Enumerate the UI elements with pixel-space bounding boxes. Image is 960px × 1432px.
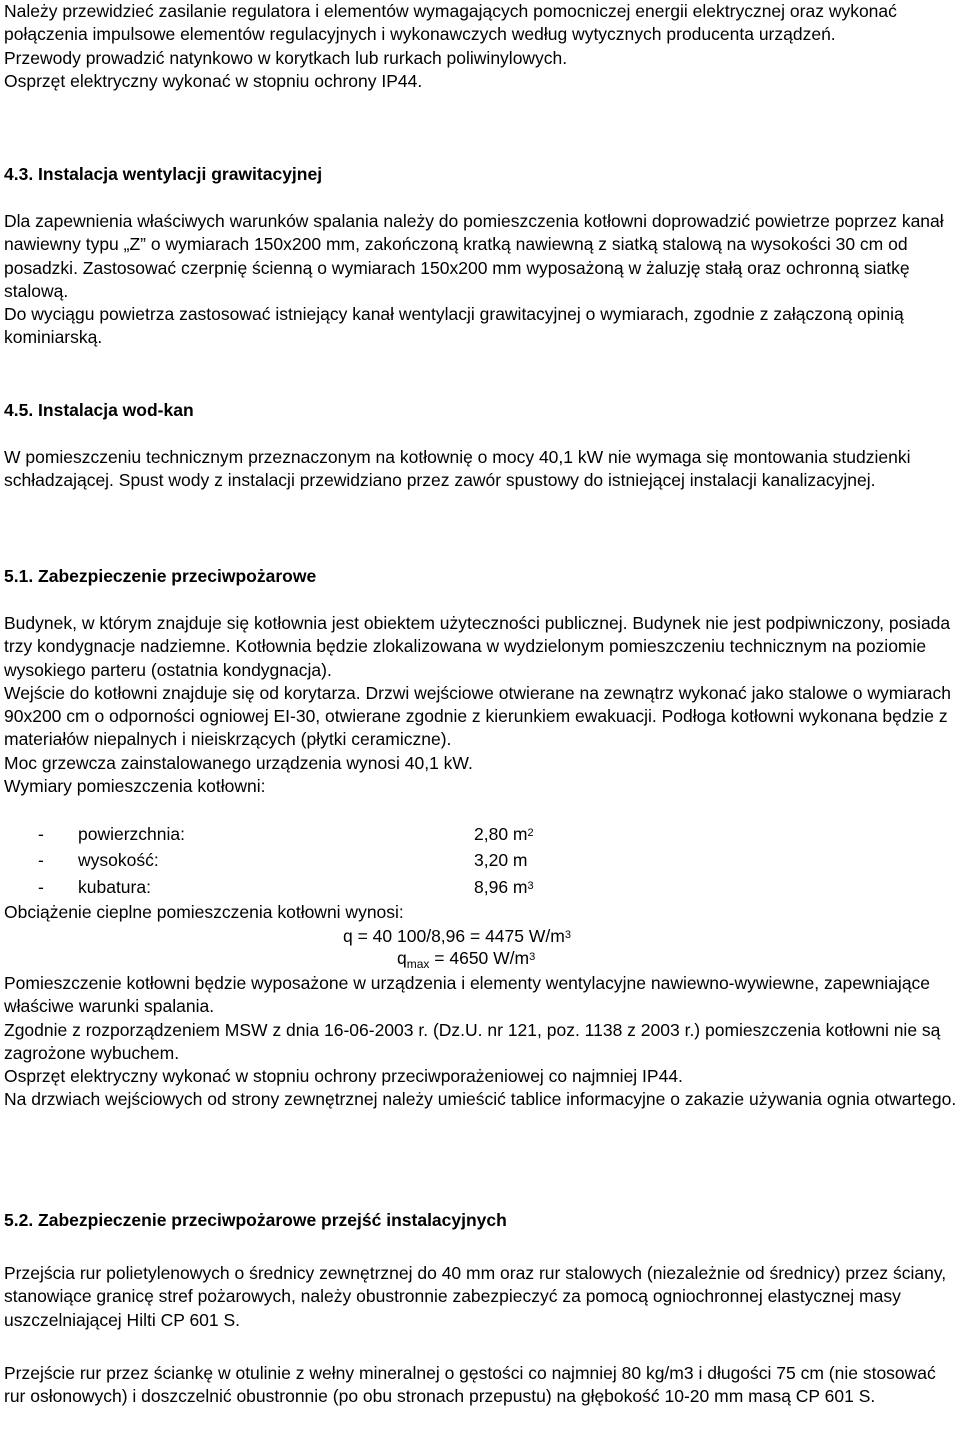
section-5-1-body-continued bbox=[4, 972, 960, 1112]
value-text: 2,80 m bbox=[474, 824, 528, 844]
value-text: 8,96 m bbox=[474, 877, 528, 897]
intro-block bbox=[4, 0, 960, 93]
equation-qmax bbox=[397, 947, 535, 972]
equation-q bbox=[343, 925, 571, 948]
dimension-row bbox=[4, 823, 604, 847]
subscript: max bbox=[406, 957, 430, 971]
body-paragraph: Zgodnie z rozporządzeniem MSW z dnia 16-06-2003 r. (Dz.U. nr 121, poz. 1138 z 2003 r.) pomieszczenia kotłowni nie są zagrożone wybuchem. bbox=[4, 1019, 941, 1063]
equation-symbol: q bbox=[397, 948, 407, 968]
intro-paragraph: Przewody prowadzić natynkowo w korytkach lub rurkach poliwinylowych. bbox=[4, 47, 568, 68]
value-text: 3,20 m bbox=[474, 850, 528, 870]
body-paragraph: Przejścia rur polietylenowych o średnicy zewnętrznej do 40 mm oraz rur stalowych (niezależnie od średnicy) przez ściany, stanowiące granicę stref pożarowych, należy obustronnie zabezpieczyć za pomocą ogniochronnej elastycznej masy uszczelniającej Hilti CP 601 S. bbox=[4, 1263, 947, 1330]
body-paragraph: W pomieszczeniu technicznym przeznaczonym na kotłownię o mocy 40,1 kW nie wymaga się montowania studzienki schładzającej. Spust wody z instalacji przewidziano przez zawór spustowy do istniejącej instalacji kanalizacyjnej. bbox=[4, 447, 911, 491]
dimension-label: kubatura: bbox=[78, 877, 151, 897]
body-paragraph: Przejście rur przez ściankę w otulinie z wełny mineralnej o gęstości co najmniej 80 kg/m3 i długości 75 cm (nie stosować rur osłonowych) i doszczelnić obustronnie (po obu stronach przepustu) na głębokość 10-20 mm masą CP 601 S. bbox=[4, 1363, 936, 1407]
section-4-3-heading: 4.3. Instalacja wentylacji grawitacyjnej bbox=[4, 164, 323, 184]
exponent: 3 bbox=[529, 951, 536, 963]
section-5-1-heading: 5.1. Zabezpieczenie przeciwpożarowe bbox=[4, 566, 317, 586]
list-dash: - bbox=[38, 850, 44, 870]
body-paragraph: Pomieszczenie kotłowni będzie wyposażone w urządzenia i elementy wentylacyjne nawiewno-wywiewne, zapewniające właściwe warunki spalania. bbox=[4, 973, 931, 1017]
dimension-label: wysokość: bbox=[78, 850, 159, 870]
dimension-row bbox=[4, 849, 604, 873]
body-paragraph: Do wyciągu powietrza zastosować istniejący kanał wentylacji grawitacyjnej o wymiarach, zgodnie z załączoną opinią kominiarską. bbox=[4, 304, 904, 348]
body-paragraph: Wymiary pomieszczenia kotłowni: bbox=[4, 776, 266, 797]
heat-load-line: Obciążenie cieplne pomieszczenia kotłowni wynosi: bbox=[4, 902, 404, 922]
section-4-3-body bbox=[4, 210, 960, 350]
body-paragraph: Na drzwiach wejściowych od strony zewnętrznej należy umieścić tablice informacyjne o zakazie używania ognia otwartego. bbox=[4, 1089, 957, 1110]
section-4-5-body bbox=[4, 446, 960, 493]
exponent: 3 bbox=[527, 880, 534, 892]
section-5-2-body bbox=[4, 1362, 960, 1409]
exponent: 3 bbox=[564, 929, 571, 941]
section-5-2-heading: 5.2. Zabezpieczenie przeciwpożarowe przejść instalacyjnych bbox=[4, 1210, 507, 1230]
equation-text: = 4650 W/m bbox=[429, 948, 530, 968]
body-paragraph: Wejście do kotłowni znajduje się od korytarza. Drzwi wejściowe otwierane na zewnątrz wykonać jako stalowe o wymiarach 90x200 cm o odporności ogniowej EI-30, otwierane zgodnie z kierunkiem ewakuacji. Podłoga kotłowni wykonana będzie z materiałów niepalnych i nieiskrzących (płytki ceramiczne). bbox=[4, 682, 952, 750]
section-4-5-heading: 4.5. Instalacja wod-kan bbox=[4, 400, 194, 420]
dimension-value bbox=[474, 849, 528, 872]
body-paragraph: Moc grzewcza zainstalowanego urządzenia wynosi 40,1 kW. bbox=[4, 752, 473, 773]
equation-text: q = 40 100/8,96 = 4475 W/m bbox=[343, 926, 565, 946]
section-5-1-body bbox=[4, 612, 960, 798]
dimension-value bbox=[474, 823, 534, 846]
dimension-label: powierzchnia: bbox=[78, 824, 185, 844]
dimension-value bbox=[474, 876, 534, 899]
intro-paragraph: Należy przewidzieć zasilanie regulatora i elementów wymagających pomocniczej energii elektrycznej oraz wykonać połączenia impulsowe elementów regulacyjnych i wykonawczych według wytycznych producenta urządzeń. bbox=[4, 1, 897, 45]
intro-paragraph: Osprzęt elektryczny wykonać w stopniu ochrony IP44. bbox=[4, 70, 423, 91]
exponent: 2 bbox=[527, 827, 534, 839]
body-paragraph: Dla zapewnienia właściwych warunków spalania należy do pomieszczenia kotłowni doprowadzić powietrze poprzez kanał nawiewny typu „Z” o wymiarach 150x200 mm, zakończoną kratką nawiewną z siatką stalową na wysokości 30 cm od posadzki. Zastosować czerpnię ścienną o wymiarach 150x200 mm wyposażoną w żaluzję stałą oraz ochronną siatkę stalową. bbox=[4, 211, 944, 301]
list-dash: - bbox=[38, 824, 44, 844]
section-5-2-body bbox=[4, 1262, 960, 1332]
list-dash: - bbox=[38, 877, 44, 897]
dimension-row bbox=[4, 876, 604, 900]
body-paragraph: Budynek, w którym znajduje się kotłownia jest obiektem użyteczności publicznej. Budynek nie jest podpiwniczony, posiada trzy kondygnacje nadziemne. Kotłownia będzie zlokalizowana w wydzielonym pomieszczeniu technicznym na poziomie wysokiego parteru (ostatnia kondygnacja). bbox=[4, 613, 951, 680]
body-paragraph: Osprzęt elektryczny wykonać w stopniu ochrony przeciwporażeniowej co najmniej IP44. bbox=[4, 1066, 683, 1087]
